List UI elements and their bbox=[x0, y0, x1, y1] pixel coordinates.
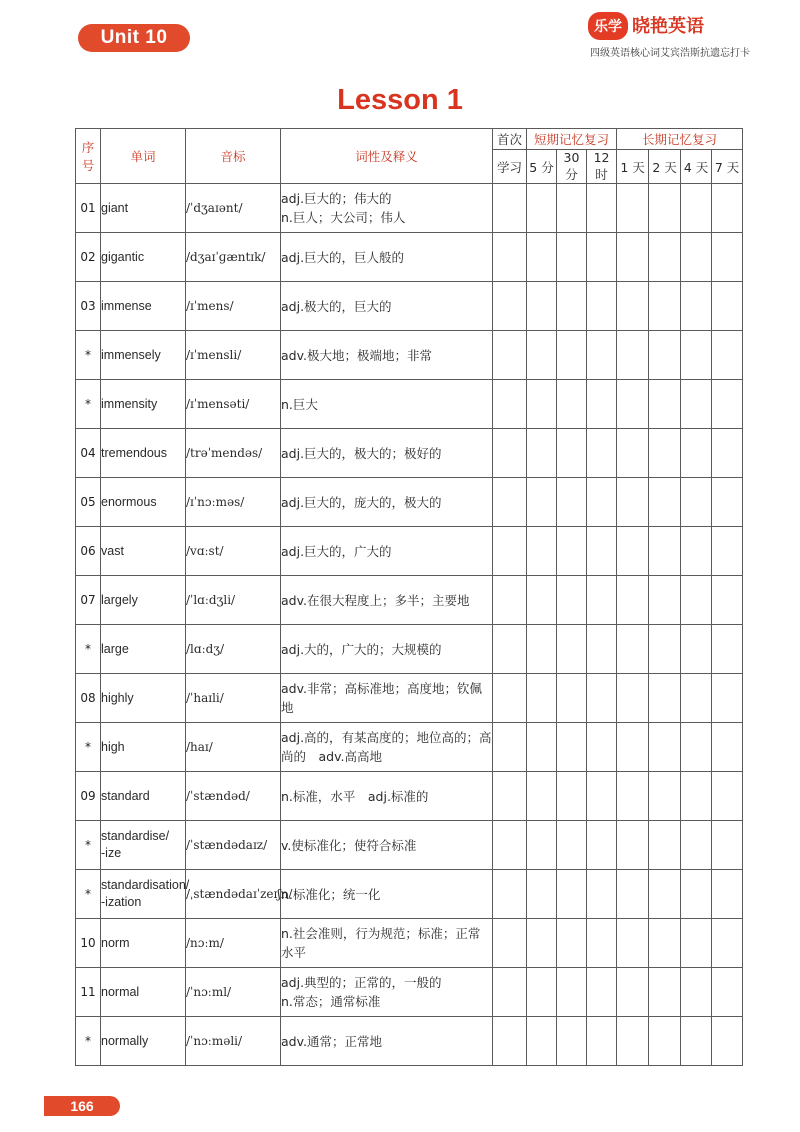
row-number: 10 bbox=[76, 919, 101, 968]
row-meaning bbox=[281, 968, 493, 1017]
row-meaning-text: adj.巨大的，广大的 bbox=[281, 543, 392, 559]
review-checkbox-cell[interactable] bbox=[712, 625, 743, 674]
review-checkbox-cell[interactable] bbox=[587, 233, 617, 282]
review-checkbox-cell[interactable] bbox=[527, 870, 557, 919]
row-word bbox=[101, 282, 186, 331]
table-row bbox=[76, 282, 743, 331]
row-number: * bbox=[76, 870, 101, 919]
row-word bbox=[101, 380, 186, 429]
page-number: 166 bbox=[44, 1096, 120, 1116]
review-checkbox-cell[interactable] bbox=[587, 380, 617, 429]
row-number: 03 bbox=[76, 282, 101, 331]
review-checkbox-cell[interactable] bbox=[712, 1017, 743, 1066]
row-word-text: highly bbox=[101, 690, 134, 705]
review-checkbox-cell[interactable] bbox=[712, 282, 743, 331]
row-phonetic: /haɪ/ bbox=[186, 723, 281, 772]
review-checkbox-cell[interactable] bbox=[557, 919, 587, 968]
review-checkbox-cell[interactable] bbox=[557, 968, 587, 1017]
row-word-text: standard bbox=[101, 788, 150, 803]
row-meaning bbox=[281, 429, 493, 478]
row-meaning bbox=[281, 527, 493, 576]
review-checkbox-cell[interactable] bbox=[617, 1017, 649, 1066]
review-checkbox-cell[interactable] bbox=[681, 772, 712, 821]
row-meaning-text: adj.极大的，巨大的 bbox=[281, 298, 392, 314]
review-checkbox-cell[interactable] bbox=[527, 380, 557, 429]
row-meaning bbox=[281, 478, 493, 527]
review-checkbox-cell[interactable] bbox=[649, 1017, 681, 1066]
review-checkbox-cell[interactable] bbox=[681, 478, 712, 527]
review-checkbox-cell[interactable] bbox=[649, 331, 681, 380]
review-checkbox-cell[interactable] bbox=[557, 331, 587, 380]
header-long-col: 4 天 bbox=[681, 150, 712, 184]
row-word bbox=[101, 625, 186, 674]
review-checkbox-cell[interactable] bbox=[712, 429, 743, 478]
review-checkbox-cell[interactable] bbox=[649, 821, 681, 870]
review-checkbox-cell[interactable] bbox=[527, 919, 557, 968]
row-number: 11 bbox=[76, 968, 101, 1017]
header-short-col: 12 时 bbox=[587, 150, 617, 184]
row-meaning bbox=[281, 625, 493, 674]
row-word-text: normal bbox=[101, 984, 140, 999]
review-checkbox-cell[interactable] bbox=[617, 625, 649, 674]
row-meaning bbox=[281, 576, 493, 625]
review-checkbox-cell[interactable] bbox=[493, 478, 527, 527]
review-checkbox-cell[interactable] bbox=[649, 429, 681, 478]
review-checkbox-cell[interactable] bbox=[617, 919, 649, 968]
header-long-group: 长期记忆复习 bbox=[617, 129, 743, 150]
brand-name: 晓艳英语 bbox=[632, 16, 704, 37]
review-checkbox-cell[interactable] bbox=[527, 1017, 557, 1066]
review-checkbox-cell[interactable] bbox=[649, 380, 681, 429]
row-word bbox=[101, 527, 186, 576]
table-row bbox=[76, 723, 743, 772]
row-number: * bbox=[76, 1017, 101, 1066]
review-checkbox-cell[interactable] bbox=[557, 576, 587, 625]
review-checkbox-cell[interactable] bbox=[557, 625, 587, 674]
row-word bbox=[101, 233, 186, 282]
review-checkbox-cell[interactable] bbox=[712, 674, 743, 723]
row-phonetic: /ɪˈmens/ bbox=[186, 282, 281, 331]
review-checkbox-cell[interactable] bbox=[493, 527, 527, 576]
header-phonetic: 音标 bbox=[186, 129, 281, 184]
review-checkbox-cell[interactable] bbox=[649, 625, 681, 674]
review-checkbox-cell[interactable] bbox=[617, 429, 649, 478]
row-meaning bbox=[281, 1017, 493, 1066]
row-meaning-text: adv.极大地；极端地；非常 bbox=[281, 347, 432, 363]
row-meaning-text: adj.巨大的，极大的；极好的 bbox=[281, 445, 442, 461]
review-checkbox-cell[interactable] bbox=[712, 478, 743, 527]
review-checkbox-cell[interactable] bbox=[617, 184, 649, 233]
row-word-text: tremendous bbox=[101, 445, 168, 460]
row-word bbox=[101, 674, 186, 723]
review-checkbox-cell[interactable] bbox=[681, 821, 712, 870]
row-word-text: gigantic bbox=[101, 249, 145, 264]
row-phonetic: /lɑːdʒ/ bbox=[186, 625, 281, 674]
review-checkbox-cell[interactable] bbox=[681, 282, 712, 331]
table-row bbox=[76, 919, 743, 968]
row-phonetic: /dʒaɪˈɡæntɪk/ bbox=[186, 233, 281, 282]
review-checkbox-cell[interactable] bbox=[587, 821, 617, 870]
review-checkbox-cell[interactable] bbox=[493, 429, 527, 478]
review-checkbox-cell[interactable] bbox=[557, 723, 587, 772]
review-checkbox-cell[interactable] bbox=[617, 331, 649, 380]
review-checkbox-cell[interactable] bbox=[617, 821, 649, 870]
review-checkbox-cell[interactable] bbox=[493, 380, 527, 429]
row-meaning bbox=[281, 233, 493, 282]
review-checkbox-cell[interactable] bbox=[617, 870, 649, 919]
review-checkbox-cell[interactable] bbox=[493, 1017, 527, 1066]
review-checkbox-cell[interactable] bbox=[527, 233, 557, 282]
row-word-text: giant bbox=[101, 200, 129, 215]
review-checkbox-cell[interactable] bbox=[493, 968, 527, 1017]
row-meaning bbox=[281, 772, 493, 821]
review-checkbox-cell[interactable] bbox=[649, 478, 681, 527]
row-word-text: enormous bbox=[101, 494, 157, 509]
row-meaning bbox=[281, 331, 493, 380]
review-checkbox-cell[interactable] bbox=[681, 576, 712, 625]
review-checkbox-cell[interactable] bbox=[617, 674, 649, 723]
header-word: 单词 bbox=[101, 129, 186, 184]
row-meaning-text: adv.在很大程度上；多半；主要地 bbox=[281, 592, 470, 608]
unit-badge: Unit 10 bbox=[78, 24, 190, 52]
row-word-text: standardisation/ -ization bbox=[101, 878, 190, 909]
row-word-text: immense bbox=[101, 298, 152, 313]
review-checkbox-cell[interactable] bbox=[681, 331, 712, 380]
header-short-group: 短期记忆复习 bbox=[527, 129, 617, 150]
table-row bbox=[76, 331, 743, 380]
review-checkbox-cell[interactable] bbox=[557, 380, 587, 429]
table-row bbox=[76, 821, 743, 870]
row-word bbox=[101, 821, 186, 870]
table-row bbox=[76, 429, 743, 478]
row-meaning-text: adv.通常；正常地 bbox=[281, 1033, 382, 1049]
row-word-text: immensity bbox=[101, 396, 158, 411]
review-checkbox-cell[interactable] bbox=[493, 233, 527, 282]
header-long-col: 7 天 bbox=[712, 150, 743, 184]
review-checkbox-cell[interactable] bbox=[649, 184, 681, 233]
header-long-col: 1 天 bbox=[617, 150, 649, 184]
review-checkbox-cell[interactable] bbox=[493, 331, 527, 380]
row-word-text: immensely bbox=[101, 347, 161, 362]
review-checkbox-cell[interactable] bbox=[557, 821, 587, 870]
review-checkbox-cell[interactable] bbox=[681, 527, 712, 576]
review-checkbox-cell[interactable] bbox=[681, 1017, 712, 1066]
review-checkbox-cell[interactable] bbox=[493, 625, 527, 674]
review-checkbox-cell[interactable] bbox=[649, 576, 681, 625]
row-number: 08 bbox=[76, 674, 101, 723]
table-row bbox=[76, 968, 743, 1017]
row-word-text: largely bbox=[101, 592, 138, 607]
review-checkbox-cell[interactable] bbox=[712, 380, 743, 429]
header-meaning: 词性及释义 bbox=[281, 129, 493, 184]
row-number: 01 bbox=[76, 184, 101, 233]
review-checkbox-cell[interactable] bbox=[712, 331, 743, 380]
review-checkbox-cell[interactable] bbox=[527, 674, 557, 723]
review-checkbox-cell[interactable] bbox=[681, 380, 712, 429]
table-row bbox=[76, 380, 743, 429]
review-checkbox-cell[interactable] bbox=[557, 674, 587, 723]
review-checkbox-cell[interactable] bbox=[587, 527, 617, 576]
row-phonetic: /ˈdʒaɪənt/ bbox=[186, 184, 281, 233]
review-checkbox-cell[interactable] bbox=[649, 282, 681, 331]
review-checkbox-cell[interactable] bbox=[712, 576, 743, 625]
review-checkbox-cell[interactable] bbox=[649, 674, 681, 723]
review-checkbox-cell[interactable] bbox=[649, 870, 681, 919]
vocab-body bbox=[76, 184, 743, 1066]
review-checkbox-cell[interactable] bbox=[681, 723, 712, 772]
review-checkbox-cell[interactable] bbox=[712, 723, 743, 772]
review-checkbox-cell[interactable] bbox=[587, 282, 617, 331]
review-checkbox-cell[interactable] bbox=[557, 282, 587, 331]
review-checkbox-cell[interactable] bbox=[649, 919, 681, 968]
row-word bbox=[101, 331, 186, 380]
row-word bbox=[101, 968, 186, 1017]
header-first-top: 首次 bbox=[493, 129, 527, 150]
row-word-text: norm bbox=[101, 935, 130, 950]
row-phonetic: /ˈlɑːdʒli/ bbox=[186, 576, 281, 625]
review-checkbox-cell[interactable] bbox=[587, 478, 617, 527]
review-checkbox-cell[interactable] bbox=[493, 919, 527, 968]
review-checkbox-cell[interactable] bbox=[617, 282, 649, 331]
review-checkbox-cell[interactable] bbox=[557, 1017, 587, 1066]
review-checkbox-cell[interactable] bbox=[527, 429, 557, 478]
review-checkbox-cell[interactable] bbox=[557, 527, 587, 576]
review-checkbox-cell[interactable] bbox=[681, 674, 712, 723]
review-checkbox-cell[interactable] bbox=[527, 527, 557, 576]
table-row bbox=[76, 478, 743, 527]
row-number: * bbox=[76, 723, 101, 772]
row-word bbox=[101, 870, 190, 919]
table-row bbox=[76, 674, 743, 723]
review-checkbox-cell[interactable] bbox=[681, 625, 712, 674]
row-meaning-text: adv.非常；高标准地；高度地；钦佩地 bbox=[281, 681, 482, 715]
review-checkbox-cell[interactable] bbox=[712, 968, 743, 1017]
review-checkbox-cell[interactable] bbox=[712, 919, 743, 968]
review-checkbox-cell[interactable] bbox=[527, 478, 557, 527]
review-checkbox-cell[interactable] bbox=[587, 723, 617, 772]
table-row bbox=[76, 870, 743, 919]
review-checkbox-cell[interactable] bbox=[493, 184, 527, 233]
review-checkbox-cell[interactable] bbox=[587, 674, 617, 723]
row-number: * bbox=[76, 380, 101, 429]
review-checkbox-cell[interactable] bbox=[649, 968, 681, 1017]
header-short-col: 30 分 bbox=[557, 150, 587, 184]
review-checkbox-cell[interactable] bbox=[493, 723, 527, 772]
brand-header bbox=[550, 12, 750, 58]
row-meaning-text: n.巨大 bbox=[281, 396, 318, 412]
row-meaning-text: adj.巨大的；伟大的 n.巨人；大公司；伟人 bbox=[281, 191, 406, 225]
row-word bbox=[101, 429, 186, 478]
row-meaning-text: adj.巨大的，巨人般的 bbox=[281, 249, 405, 265]
row-number: 02 bbox=[76, 233, 101, 282]
row-phonetic: /ˈhaɪli/ bbox=[186, 674, 281, 723]
row-number: * bbox=[76, 331, 101, 380]
row-phonetic: /ɪˈmensəti/ bbox=[186, 380, 281, 429]
review-checkbox-cell[interactable] bbox=[493, 282, 527, 331]
review-checkbox-cell[interactable] bbox=[527, 968, 557, 1017]
review-checkbox-cell[interactable] bbox=[587, 1017, 617, 1066]
review-checkbox-cell[interactable] bbox=[587, 772, 617, 821]
review-checkbox-cell[interactable] bbox=[587, 870, 617, 919]
review-checkbox-cell[interactable] bbox=[587, 429, 617, 478]
row-meaning-text: n.标准，水平 adj.标准的 bbox=[281, 788, 429, 804]
table-row bbox=[76, 527, 743, 576]
row-word-text: large bbox=[101, 641, 129, 656]
review-checkbox-cell[interactable] bbox=[712, 821, 743, 870]
row-word bbox=[101, 1017, 186, 1066]
review-checkbox-cell[interactable] bbox=[617, 772, 649, 821]
row-word-text: high bbox=[101, 739, 125, 754]
row-meaning bbox=[281, 282, 493, 331]
row-phonetic: /ɪˈmensli/ bbox=[186, 331, 281, 380]
row-meaning bbox=[281, 184, 493, 233]
table-row bbox=[76, 184, 743, 233]
review-checkbox-cell[interactable] bbox=[712, 527, 743, 576]
review-checkbox-cell[interactable] bbox=[712, 870, 743, 919]
row-word bbox=[101, 576, 186, 625]
row-phonetic: /ˌstændədaɪˈzeɪʃn/ bbox=[186, 870, 281, 919]
review-checkbox-cell[interactable] bbox=[712, 772, 743, 821]
review-checkbox-cell[interactable] bbox=[527, 723, 557, 772]
lesson-title: Lesson 1 bbox=[337, 84, 463, 116]
row-number: 05 bbox=[76, 478, 101, 527]
row-meaning-text: v.使标准化；使符合标准 bbox=[281, 837, 417, 853]
review-checkbox-cell[interactable] bbox=[527, 576, 557, 625]
review-checkbox-cell[interactable] bbox=[527, 625, 557, 674]
row-phonetic: /ˈstændədaɪz/ bbox=[186, 821, 281, 870]
brand-subtitle: 四级英语核心词艾宾浩斯抗遗忘打卡 bbox=[590, 48, 750, 59]
review-checkbox-cell[interactable] bbox=[617, 478, 649, 527]
review-checkbox-cell[interactable] bbox=[617, 723, 649, 772]
table-row bbox=[76, 233, 743, 282]
row-word-text: vast bbox=[101, 543, 124, 558]
review-checkbox-cell[interactable] bbox=[527, 772, 557, 821]
review-checkbox-cell[interactable] bbox=[649, 233, 681, 282]
review-checkbox-cell[interactable] bbox=[587, 576, 617, 625]
review-checkbox-cell[interactable] bbox=[587, 625, 617, 674]
table-row bbox=[76, 1017, 743, 1066]
row-phonetic: /vɑːst/ bbox=[186, 527, 281, 576]
review-checkbox-cell[interactable] bbox=[681, 429, 712, 478]
row-phonetic: /ˈnɔːml/ bbox=[186, 968, 281, 1017]
row-number: * bbox=[76, 821, 101, 870]
review-checkbox-cell[interactable] bbox=[681, 968, 712, 1017]
review-checkbox-cell[interactable] bbox=[649, 723, 681, 772]
row-meaning-text: n.标准化；统一化 bbox=[281, 886, 381, 902]
review-checkbox-cell[interactable] bbox=[617, 380, 649, 429]
review-checkbox-cell[interactable] bbox=[587, 184, 617, 233]
row-meaning bbox=[281, 674, 493, 723]
row-phonetic: /trəˈmendəs/ bbox=[186, 429, 281, 478]
review-checkbox-cell[interactable] bbox=[557, 184, 587, 233]
review-checkbox-cell[interactable] bbox=[681, 919, 712, 968]
review-checkbox-cell[interactable] bbox=[681, 184, 712, 233]
review-checkbox-cell[interactable] bbox=[557, 478, 587, 527]
review-checkbox-cell[interactable] bbox=[617, 968, 649, 1017]
review-checkbox-cell[interactable] bbox=[557, 233, 587, 282]
review-checkbox-cell[interactable] bbox=[649, 527, 681, 576]
review-checkbox-cell[interactable] bbox=[712, 233, 743, 282]
row-phonetic: /ˈstændəd/ bbox=[186, 772, 281, 821]
row-meaning-text: adj.巨大的，庞大的，极大的 bbox=[281, 494, 442, 510]
review-checkbox-cell[interactable] bbox=[617, 576, 649, 625]
row-meaning bbox=[281, 723, 493, 772]
row-number: 04 bbox=[76, 429, 101, 478]
header-num: 序号 bbox=[76, 129, 101, 184]
header-long-col: 2 天 bbox=[649, 150, 681, 184]
review-checkbox-cell[interactable] bbox=[527, 282, 557, 331]
row-meaning bbox=[281, 380, 493, 429]
row-phonetic: /ɪˈnɔːməs/ bbox=[186, 478, 281, 527]
row-meaning bbox=[281, 919, 493, 968]
review-checkbox-cell[interactable] bbox=[681, 233, 712, 282]
review-checkbox-cell[interactable] bbox=[557, 429, 587, 478]
review-checkbox-cell[interactable] bbox=[527, 821, 557, 870]
row-meaning-text: n.社会准则，行为规范；标准；正常 水平 bbox=[281, 926, 481, 960]
row-word-text: standardise/ -ize bbox=[101, 829, 170, 860]
brand-logo-icon: 乐学 bbox=[588, 12, 628, 40]
review-checkbox-cell[interactable] bbox=[557, 870, 587, 919]
row-phonetic: /ˈnɔːməli/ bbox=[186, 1017, 281, 1066]
review-checkbox-cell[interactable] bbox=[617, 233, 649, 282]
row-meaning bbox=[281, 821, 493, 870]
review-checkbox-cell[interactable] bbox=[587, 331, 617, 380]
review-checkbox-cell[interactable] bbox=[493, 674, 527, 723]
table-row bbox=[76, 576, 743, 625]
table-row bbox=[76, 772, 743, 821]
row-word bbox=[101, 478, 186, 527]
row-meaning bbox=[281, 870, 493, 919]
review-checkbox-cell[interactable] bbox=[493, 821, 527, 870]
review-checkbox-cell[interactable] bbox=[587, 919, 617, 968]
review-checkbox-cell[interactable] bbox=[587, 968, 617, 1017]
row-number: 09 bbox=[76, 772, 101, 821]
row-word bbox=[101, 919, 186, 968]
review-checkbox-cell[interactable] bbox=[493, 576, 527, 625]
row-number: 06 bbox=[76, 527, 101, 576]
review-checkbox-cell[interactable] bbox=[617, 527, 649, 576]
row-number: 07 bbox=[76, 576, 101, 625]
review-checkbox-cell[interactable] bbox=[493, 870, 527, 919]
row-word-text: normally bbox=[101, 1033, 149, 1048]
vocab-table bbox=[75, 128, 743, 1066]
row-word bbox=[101, 772, 186, 821]
header-first-bottom: 学习 bbox=[493, 150, 527, 184]
review-checkbox-cell[interactable] bbox=[557, 772, 587, 821]
row-meaning-text: adj.高的，有某高度的；地位高的；高 尚的 adv.高高地 bbox=[281, 730, 492, 764]
header-short-col: 5 分 bbox=[527, 150, 557, 184]
review-checkbox-cell[interactable] bbox=[649, 772, 681, 821]
row-number: * bbox=[76, 625, 101, 674]
review-checkbox-cell[interactable] bbox=[712, 184, 743, 233]
table-row bbox=[76, 625, 743, 674]
row-meaning-text: adj.典型的；正常的，一般的 n.常态；通常标准 bbox=[281, 975, 442, 1009]
row-word bbox=[101, 723, 186, 772]
review-checkbox-cell[interactable] bbox=[527, 184, 557, 233]
review-checkbox-cell[interactable] bbox=[681, 870, 712, 919]
row-phonetic: /nɔːm/ bbox=[186, 919, 281, 968]
row-meaning-text: adj.大的，广大的；大规模的 bbox=[281, 641, 442, 657]
review-checkbox-cell[interactable] bbox=[527, 331, 557, 380]
review-checkbox-cell[interactable] bbox=[493, 772, 527, 821]
row-word bbox=[101, 184, 186, 233]
